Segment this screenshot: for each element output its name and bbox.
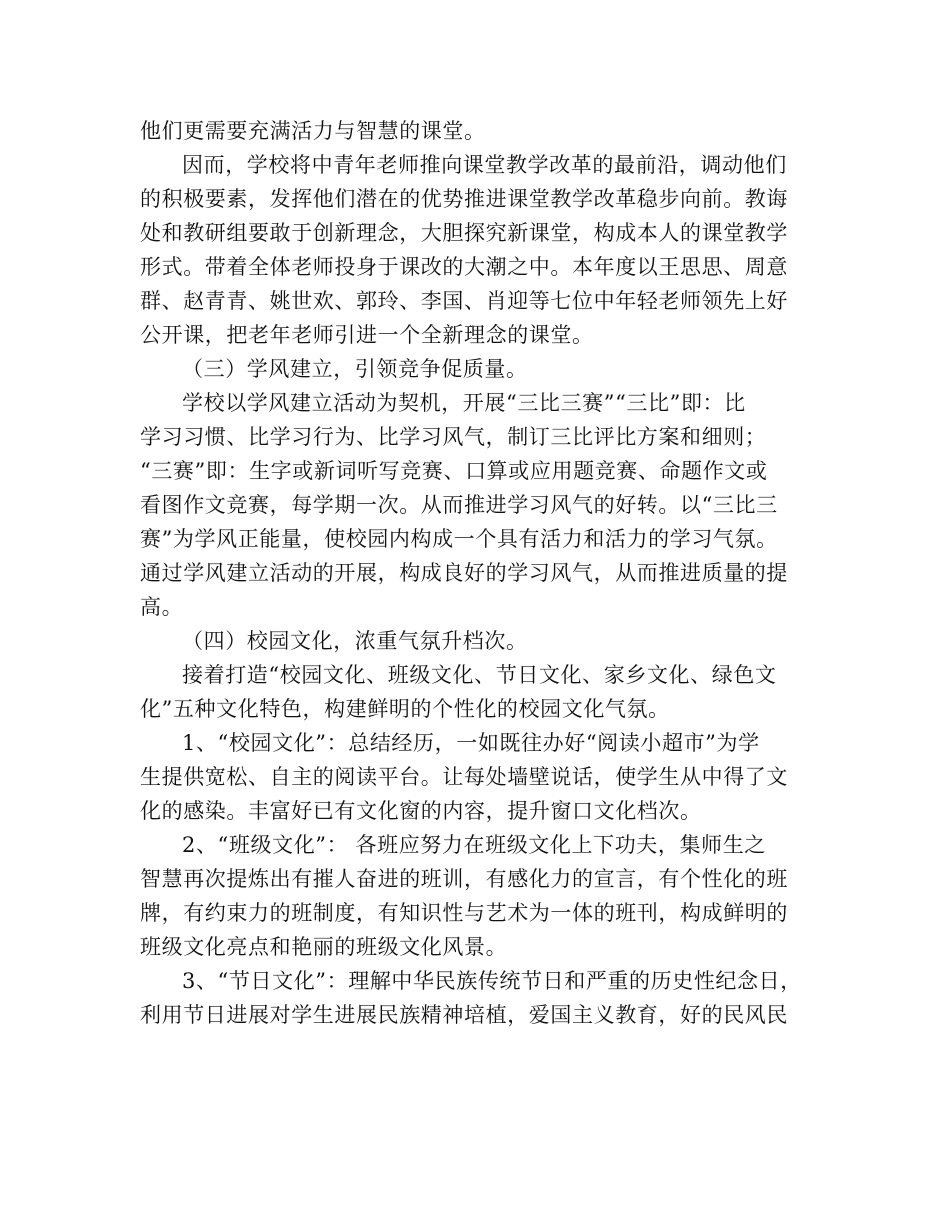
text-line: 公开课，把老年老师引进一个全新理念的课堂。: [140, 323, 594, 347]
text-line: 看图作文竞赛，每学期一次。从而推进学习风气的好转。以“三比三: [140, 493, 778, 517]
text-line: 班级文化亮点和艳丽的班级文化风景。: [140, 935, 508, 959]
text-line: 生提供宽松、自主的阅读平台。让每处墙壁说话，使学生从中得了文: [140, 765, 788, 789]
paragraph-start: 接着打造“校园文化、班级文化、节日文化、家乡文化、绿色文: [182, 663, 777, 687]
text-line: 处和教研组要敢于创新理念，大胆探究新课堂，构成本人的课堂教学: [140, 221, 788, 245]
paragraph-start: 因而，学校将中青年老师推向课堂教学改革的最前沿，调动他们: [182, 153, 787, 177]
section-heading: （三）学风建立，引领竞争促质量。: [182, 357, 528, 381]
paragraph-start: 3、“节日文化”：理解中华民族传统节日和严重的历史性纪念日，: [182, 969, 802, 993]
text-line: 化的感染。丰富好已有文化窗的内容，提升窗口文化档次。: [140, 799, 702, 823]
text-line: 群、赵青青、姚世欢、郭玲、李国、肖迎等七位中年轻老师领先上好: [140, 289, 788, 313]
text-line: 智慧再次提炼出有摧人奋进的班训，有感化力的宣言，有个性化的班: [140, 867, 788, 891]
paragraph-start: 1、“校园文化”：总结经历，一如既往办好“阅读小超市”为学: [182, 731, 760, 755]
text-line: 高。: [140, 595, 184, 619]
paragraph-start: 学校以学风建立活动为契机，开展“三比三赛”“三比”即：比: [182, 391, 746, 415]
text-line: 赛”为学风正能量，使校园内构成一个具有活力和活力的学习气氛。: [140, 527, 778, 551]
text-line: 化”五种文化特色，构建鲜明的个性化的校园文化气氛。: [140, 697, 670, 721]
text-line: 利用节日进展对学生进展民族精神培植，爱国主义教育，好的民风民: [140, 1003, 788, 1027]
text-line: 学习习惯、比学习行为、比学习风气，制订三比评比方案和细则；: [140, 425, 767, 449]
text-line: 通过学风建立活动的开展，构成良好的学习风气，从而推进质量的提: [140, 561, 788, 585]
text-line: 牌，有约束力的班制度，有知识性与艺术为一体的班刊，构成鲜明的: [140, 901, 788, 925]
paragraph-start: 2、“班级文化”： 各班应努力在班级文化上下功夫，集师生之: [182, 833, 766, 857]
text-line: “三赛”即：生字或新词听写竞赛、口算或应用题竞赛、命题作文或: [140, 459, 768, 483]
section-heading: （四）校园文化，浓重气氛升档次。: [182, 629, 528, 653]
text-line: 的积极要素，发挥他们潜在的优势推进课堂教学改革稳步向前。教诲: [140, 187, 788, 211]
text-line: 他们更需要充满活力与智慧的课堂。: [140, 119, 486, 143]
text-line: 形式。带着全体老师投身于课改的大潮之中。本年度以王思思、周意: [140, 255, 788, 279]
